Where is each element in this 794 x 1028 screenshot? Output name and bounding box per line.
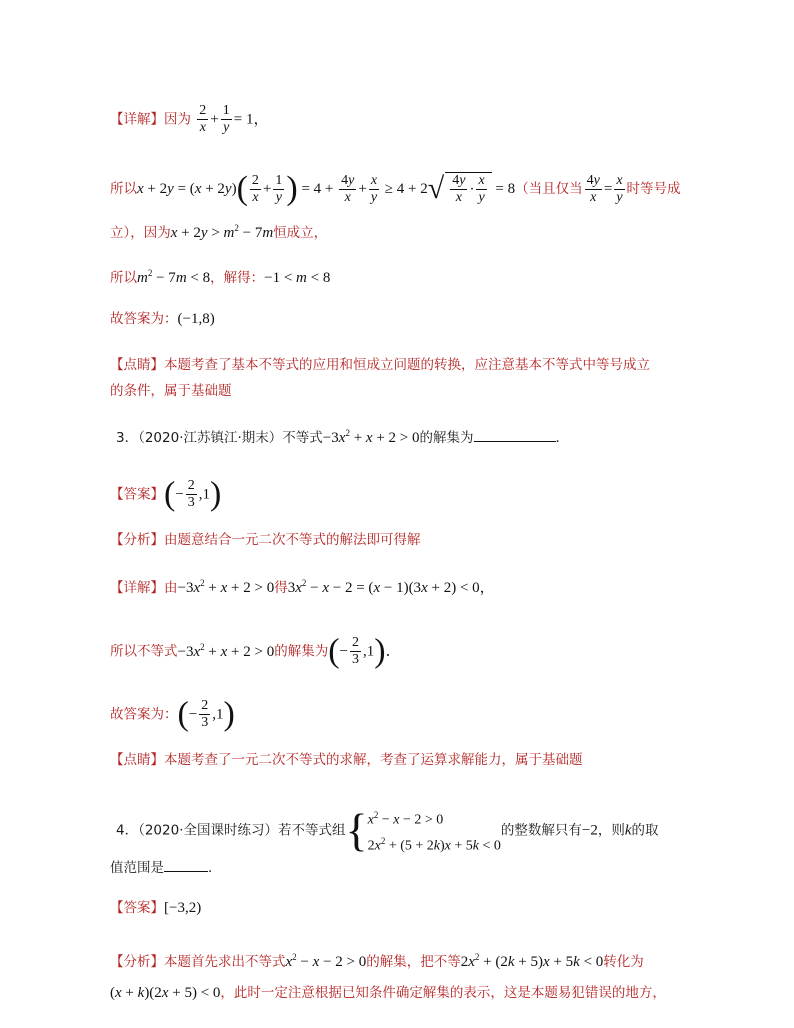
analysis-text-4d: ，此时一定注意根据已知条件确定解集的表示，这是本题易犯错误的地方，	[220, 985, 666, 1001]
analysis-text-4b: 的解集，把不等	[366, 954, 461, 970]
inequality-system: $x^2 - x - 2 > 0$ $2x^2 + (5 + 2k)x + 5k < 0$	[367, 810, 501, 854]
question-period: ．	[555, 430, 569, 446]
question-4-line-2: 值范围是 ．	[110, 860, 222, 876]
answer-blank-4	[164, 871, 208, 872]
so-text-2: 所以	[110, 270, 137, 286]
question-source-4: （2020·全国课时练习）若不等式组	[138, 822, 346, 839]
q3-answer-2: 故答案为：(− $\frac{2}{3}$ ,1)	[110, 695, 235, 733]
q3-detail-2: 所以不等式$-3x^2 + x + 2 > 0$的解集为(− $\frac{2}{3}$ ,1)．	[110, 632, 401, 670]
note-line-1	[110, 355, 650, 375]
so-inequality-text: 所以不等式	[110, 643, 178, 660]
integer-solution-text: 的整数解只有	[500, 822, 582, 839]
analysis-tag-4: 【分析】	[110, 954, 164, 970]
detail-tag-2: 【详解】	[110, 580, 164, 596]
note-text-2: 的条件，属于基础题	[110, 383, 232, 399]
detail-line-4: 所以$m^2 - 7m < 8$，解得：−1 < m < 8	[110, 268, 331, 286]
answer-value-4: [−3,2)	[164, 900, 202, 916]
q3-answer: 【答案】(− $\frac{2}{3}$ ,1)	[110, 475, 222, 513]
get-text: 得	[274, 580, 288, 596]
question-3: 3．（2020·江苏镇江·期末）不等式$-3x^2 + x + 2 > 0$的解集为 ．	[116, 428, 569, 446]
note-tag-2: 【点睛】	[110, 752, 164, 768]
question-tail: 的解集为	[419, 430, 474, 446]
q4-analysis: 【分析】本题首先求出不等式$x^2 - x - 2 > 0$的解集，把不等$2x^2 + (2k + 5)x + 5k < 0$转化为	[110, 952, 644, 970]
analysis-text: 由题意结合一元二次不等式的解法即可得解	[164, 532, 421, 548]
answer-blank	[474, 441, 556, 442]
fraction-1-over-y: $\frac{1}{y}$	[222, 103, 230, 135]
answer-label: 故答案为：	[110, 311, 178, 327]
fraction-2-over-x: $\frac{2}{x}$	[199, 103, 207, 135]
equals-one: = 1，	[233, 111, 269, 128]
answer-line	[110, 309, 215, 329]
q4-analysis-2: (x + k)(2x + 5) < 0，此时一定注意根据已知条件确定解集的表示，这是本题易犯错误的地方，	[110, 985, 666, 1001]
analysis-text-4a: 本题首先求出不等式	[164, 954, 286, 970]
q3-analysis	[110, 530, 421, 550]
analysis-tag: 【分析】	[110, 532, 164, 548]
solution-set-text: 的解集为	[274, 643, 329, 660]
q4-answer	[110, 898, 201, 918]
answer-label-2: 故答案为：	[110, 706, 178, 723]
question-number: 3．	[116, 430, 139, 446]
because-text-2: 立），因为	[110, 225, 171, 241]
detail-line-3: 立），因为$x + 2y > m^2 - 7m$恒成立，	[110, 223, 328, 241]
question-4: 4．（2020·全国课时练习）若不等式组{$x^2 - x - 2 > 0$ $2x^2 + (5 + 2k)x + 5k < 0$的整数解只有−2，则k的取	[116, 804, 659, 856]
sqrt-expression: $\frac{4y}{x}$ · $\frac{x}{y}$	[445, 172, 491, 206]
so-text: 所以	[110, 181, 137, 197]
from-text: 由	[164, 580, 178, 596]
note-line-2	[110, 381, 232, 401]
detail-line-2: 所以x + 2y = (x + 2y)( $\frac{2}{x}$ + $\frac{1}{y}$ ) = 4 + $\frac{4y}{x}$ + $\frac{x}{y}$ ≥ 4 + 2√ $\frac{4y}{x}$ · $\frac{x}{y}$ = 8（当且仅当 $\frac{4y}{x}$ = $\frac{x}{y}$ 时等号成	[110, 170, 681, 207]
then-text: ，则	[597, 822, 625, 839]
q3-detail: 【详解】由$-3x^2 + x + 2 > 0$得$3x^2 - x - 2 = (x - 1)(3x + 2) < 0$，	[110, 578, 495, 596]
paren-text: （当且仅当	[515, 181, 583, 197]
because-text: 因为	[164, 111, 191, 128]
range-label: 值范围是	[110, 860, 164, 876]
question-number-4: 4．	[116, 822, 139, 839]
answer-value: (−1,8)	[177, 311, 215, 327]
answer-tag-4: 【答案】	[110, 900, 164, 916]
detail-tag: 【详解】	[110, 111, 164, 128]
note-tag: 【点睛】	[110, 357, 164, 373]
when-text: 时等号成	[626, 181, 681, 197]
q3-note	[110, 750, 583, 770]
note-text: 本题考查了基本不等式的应用和恒成立问题的转换，应注意基本不等式中等号成立	[164, 357, 650, 373]
note-text-3: 本题考查了一元二次不等式的求解，考查了运算求解能力，属于基础题	[164, 752, 583, 768]
analysis-text-4c: 转化为	[603, 954, 644, 970]
question-source: （2020·江苏镇江·期末）不等式	[138, 430, 323, 446]
range-text: 的取	[631, 822, 659, 839]
solve-text: ，解得：	[210, 270, 265, 286]
answer-tag: 【答案】	[110, 486, 164, 503]
always-holds-text: 恒成立，	[273, 225, 328, 241]
detail-line-1: 【详解】因为 $\frac{2}{x}$ + $\frac{1}{y}$ = 1，	[110, 103, 269, 135]
